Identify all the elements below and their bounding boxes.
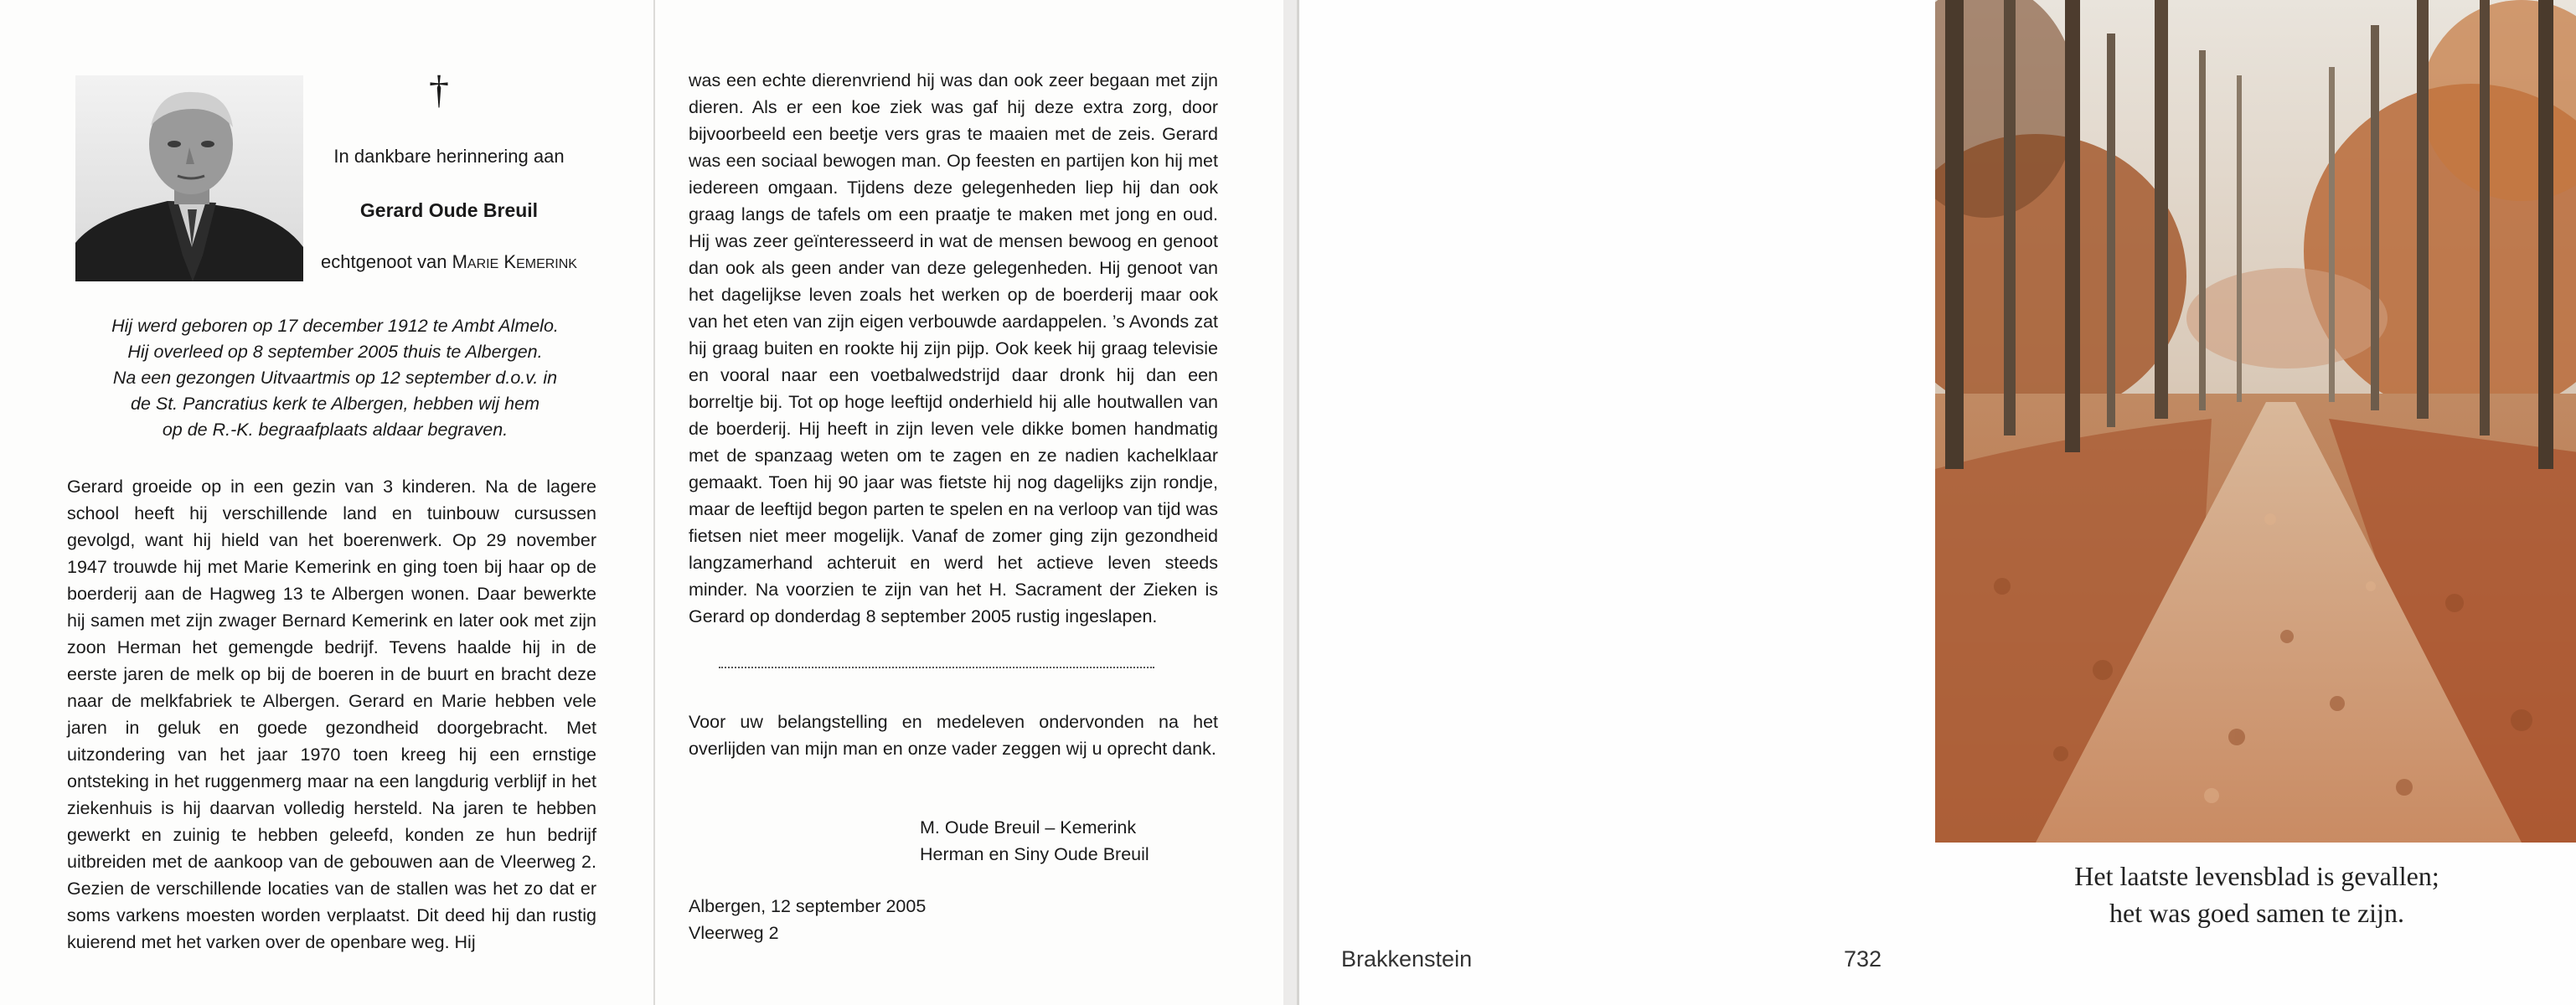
spouse-prefix: echtgenoot van	[321, 251, 452, 272]
signer-line: Herman en Siny Oude Breuil	[920, 844, 1149, 864]
life-dates-line: op de R.-K. begraafplaats aldaar begraven.	[162, 420, 508, 440]
life-dates-line: Na een gezongen Uitvaartmis op 12 september d.o.v. in	[112, 368, 558, 388]
place-date-block	[689, 893, 926, 946]
verse	[1935, 858, 2576, 931]
card-page-left	[0, 0, 653, 1005]
biography-part-2: was een echte dierenvriend hij was dan ook zeer begaan met zijn dieren. Als er een koe ziek was gaf hij deze extra zorg, door bijvoorbeeld een beetje vers gras te maaien met de zeis. Gerard was een sociaal bewogen man. Op feesten en partijen kon hij met iedereen omgaan. Tijdens deze gelegenheden liep hij dan ook graag langs de tafels om een praatje te maken met jong en oud. Hij was zeer geïnteresseerd in wat de mensen bewoog en genoot dan ook als geen ander van deze gelegenheden. Hij genoot van het dagelijkse leven zoals het werken op de boerderij maar ook van het eten van zijn eigen verbouwde aardappelen. ’s Avonds zat hij graag buiten en rookte hij zijn pijp. Ook keek hij graag televisie en vooral naar een voetbalwedstrijd daar dronk hij dan een borreltje bij. Tot op hoge leeftijd onderhield hij alle houtwallen van de boerderij. Hij heeft in zijn leven vele dikke bomen handmatig met de spanzaag weten om te zagen en ze nadien kachelklaar gemaakt. Toen hij 90 jaar was fietste hij nog dagelijks zijn rondje, maar de leeftijd begon parten te spelen en na verloop van tijd was fietsen niet meer mogelijk. Vanaf de zomer ging zijn gezondheid langzamerhand achteruit en werd het actieve leven steeds minder. Na voorzien te zijn van het H. Sacrament der Zieken is Gerard op donderdag 8 september 2005 rustig ingeslapen.	[689, 70, 1218, 626]
autumn-forest-photo	[1935, 0, 2576, 843]
verse-line: Het laatste levensblad is gevallen;	[2074, 861, 2439, 891]
spouse-last-rest: EMERINK	[516, 257, 577, 271]
cross-symbol: †	[429, 68, 449, 112]
dotted-divider	[719, 667, 1154, 668]
address-line: Vleerweg 2	[689, 923, 779, 943]
card-page-right	[1297, 0, 2576, 1005]
thanks-paragraph: Voor uw belangstelling en medeleven ondervonden na het overlijden van mijn man en onze vader zeggen wij u oprecht dank.	[689, 712, 1218, 759]
life-dates-line: Hij werd geboren op 17 december 1912 te Ambt Almelo.	[111, 316, 559, 336]
place-date-line: Albergen, 12 september 2005	[689, 896, 927, 916]
publisher-name: Brakkenstein	[1341, 946, 1473, 972]
portrait-photo	[75, 75, 303, 281]
deceased-name: Gerard Oude Breuil	[359, 199, 539, 221]
card-page-middle	[653, 0, 1283, 1005]
spouse-last-initial: K	[503, 251, 517, 272]
verse-line: het was goed samen te zijn.	[2109, 898, 2404, 928]
card-number: 732	[1844, 946, 1882, 972]
biography-part-1: Gerard groeide op in een gezin van 3 kinderen. Na de lagere school heeft hij verschillende land en tuinbouw cursussen gevolgd, want hij hield van het boerenwerk. Op 29 november 1947 trouwde hij met Marie Kemerink en ging toen bij haar op de boerderij aan de Hagweg 13 te Albergen wonen. Daar bewerkte hij samen met zijn zwager Bernard Kemerink en later ook met zijn zoon Herman het gemengde bedrijf. Tevens haalde hij in de eerste jaren de melk op bij de boeren in de buurt en bracht deze naar de melkfabriek te Albergen. Gerard en Marie hebben vele jaren in geluk en goede gezondheid doorgebracht. Met uitzondering van het jaar 1970 toen kreeg hij een ernstige ontsteking in het ruggenmerg maar na een langdurig verblijf in het ziekenhuis is hij daarvan volledig hersteld. Na jaren te hebben gewerkt en zuinig te hebben geleefd, konden ze hun bedrijf uitbreiden met de aankoop van de gebouwen aan de Vleerweg 2. Gezien de verschillende locaties van de stallen was het zo dat er soms varkens moesten worden verplaatst. Dit deed hij dan rustig kuierend met het varken over de openbare weg. Hij	[67, 477, 596, 952]
signers-block	[920, 814, 1149, 868]
spouse-first-initial: M	[452, 251, 467, 272]
spouse-line	[307, 251, 591, 273]
intro-line: In dankbare herinnering aan	[333, 146, 565, 167]
spouse-first-rest: ARIE	[467, 257, 499, 271]
life-dates-line: Hij overleed op 8 september 2005 thuis te Albergen.	[127, 342, 543, 362]
signer-line: M. Oude Breuil – Kemerink	[920, 817, 1137, 838]
life-dates-line: de St. Pancratius kerk te Albergen, hebben wij hem	[130, 394, 539, 414]
life-dates-block	[59, 313, 612, 443]
